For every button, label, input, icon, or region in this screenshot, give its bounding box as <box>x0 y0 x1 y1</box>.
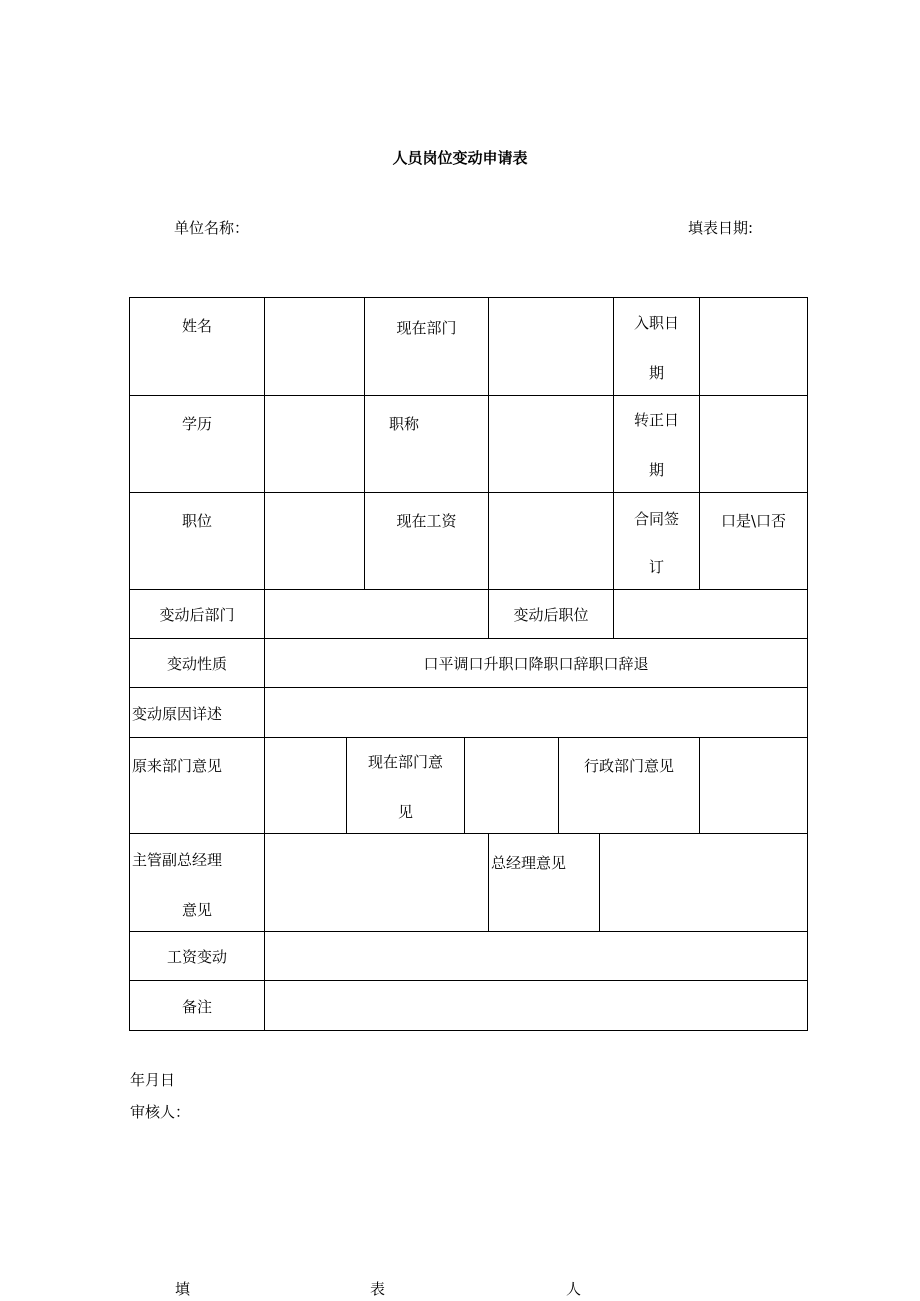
entry-date-value-cell[interactable] <box>699 297 808 396</box>
curr-dept-opinion-value-cell[interactable] <box>464 737 559 834</box>
current-salary-value-cell[interactable] <box>488 492 614 590</box>
salary-change-value-cell[interactable] <box>264 931 808 981</box>
entry-date-label-cell <box>613 297 700 396</box>
curr-dept-opinion-label-cell <box>346 737 465 834</box>
regular-date-label-line2: 期 <box>648 461 664 479</box>
change-nature-options[interactable]: 口平调口升职口降职口辞职口辞退 <box>423 655 649 673</box>
regular-date-label-cell <box>613 395 700 493</box>
new-dept-label: 变动后部门 <box>159 606 235 624</box>
contract-checkboxes[interactable]: 口是\口否 <box>720 512 787 530</box>
current-salary-label: 现在工资 <box>396 512 457 530</box>
position-label: 职位 <box>181 512 212 530</box>
curr-dept-opinion-label-line1: 现在部门意 <box>367 753 443 771</box>
change-nature-label: 变动性质 <box>166 655 227 673</box>
current-dept-value-cell[interactable] <box>488 297 614 396</box>
education-label-cell <box>129 395 265 493</box>
contract-label-line1: 合同签 <box>633 510 679 528</box>
entry-date-label-line1: 入职日 <box>633 314 679 332</box>
reviewer-label: 审核人： <box>130 1103 191 1121</box>
filler-label-char1: 填 <box>175 1280 191 1298</box>
admin-opinion-label-cell <box>558 737 700 834</box>
change-reason-value-cell[interactable] <box>264 687 808 738</box>
date-line: 年月日 <box>130 1071 176 1089</box>
orig-dept-opinion-value-cell[interactable] <box>264 737 347 834</box>
gm-opinion-label-cell <box>488 833 600 932</box>
deputy-gm-label-line2: 意见 <box>181 901 212 919</box>
orig-dept-opinion-label-cell <box>129 737 265 834</box>
regular-date-label-line1: 转正日 <box>633 411 679 429</box>
entry-date-label-line2: 期 <box>648 364 664 382</box>
position-label-cell <box>129 492 265 590</box>
education-label: 学历 <box>181 415 212 433</box>
deputy-gm-label-cell <box>129 833 265 932</box>
new-position-label: 变动后职位 <box>513 606 589 624</box>
regular-date-value-cell[interactable] <box>699 395 808 493</box>
contract-value-cell[interactable] <box>699 492 808 590</box>
unit-name-label: 单位名称： <box>174 219 250 237</box>
fill-date-label: 填表日期: <box>688 219 754 237</box>
orig-dept-opinion-label: 原来部门意见 <box>132 757 223 775</box>
remarks-label: 备注 <box>181 998 212 1016</box>
change-reason-label: 变动原因详述 <box>132 705 223 723</box>
filler-label-char3: 人 <box>566 1280 582 1298</box>
new-position-label-cell <box>488 589 614 639</box>
change-nature-value-cell[interactable] <box>264 638 808 688</box>
job-title-label: 职称 <box>389 415 420 433</box>
current-dept-label: 现在部门 <box>396 319 457 337</box>
page-title: 人员岗位变动申请表 <box>392 149 528 167</box>
contract-label-cell <box>613 492 700 590</box>
current-salary-label-cell <box>364 492 489 590</box>
admin-opinion-label: 行政部门意见 <box>583 757 674 775</box>
salary-change-label: 工资变动 <box>166 948 227 966</box>
curr-dept-opinion-label-line2: 见 <box>397 803 413 821</box>
new-dept-label-cell <box>129 589 265 639</box>
salary-change-label-cell <box>129 931 265 981</box>
gm-opinion-label: 总经理意见 <box>491 854 567 872</box>
current-dept-label-cell <box>364 297 489 396</box>
change-nature-label-cell <box>129 638 265 688</box>
name-label-cell <box>129 297 265 396</box>
deputy-gm-label-line1: 主管副总经理 <box>132 851 223 869</box>
remarks-value-cell[interactable] <box>264 980 808 1031</box>
remarks-label-cell <box>129 980 265 1031</box>
education-value-cell[interactable] <box>264 395 365 493</box>
change-reason-label-cell <box>129 687 265 738</box>
deputy-gm-value-cell[interactable] <box>264 833 489 932</box>
job-title-value-cell[interactable] <box>488 395 614 493</box>
position-value-cell[interactable] <box>264 492 365 590</box>
gm-opinion-value-cell[interactable] <box>599 833 808 932</box>
new-position-value-cell[interactable] <box>613 589 808 639</box>
name-label: 姓名 <box>181 317 212 335</box>
contract-label-line2: 订 <box>648 558 664 576</box>
name-value-cell[interactable] <box>264 297 365 396</box>
job-title-label-cell <box>364 395 489 493</box>
filler-label-char2: 表 <box>370 1280 386 1298</box>
new-dept-value-cell[interactable] <box>264 589 489 639</box>
admin-opinion-value-cell[interactable] <box>699 737 808 834</box>
